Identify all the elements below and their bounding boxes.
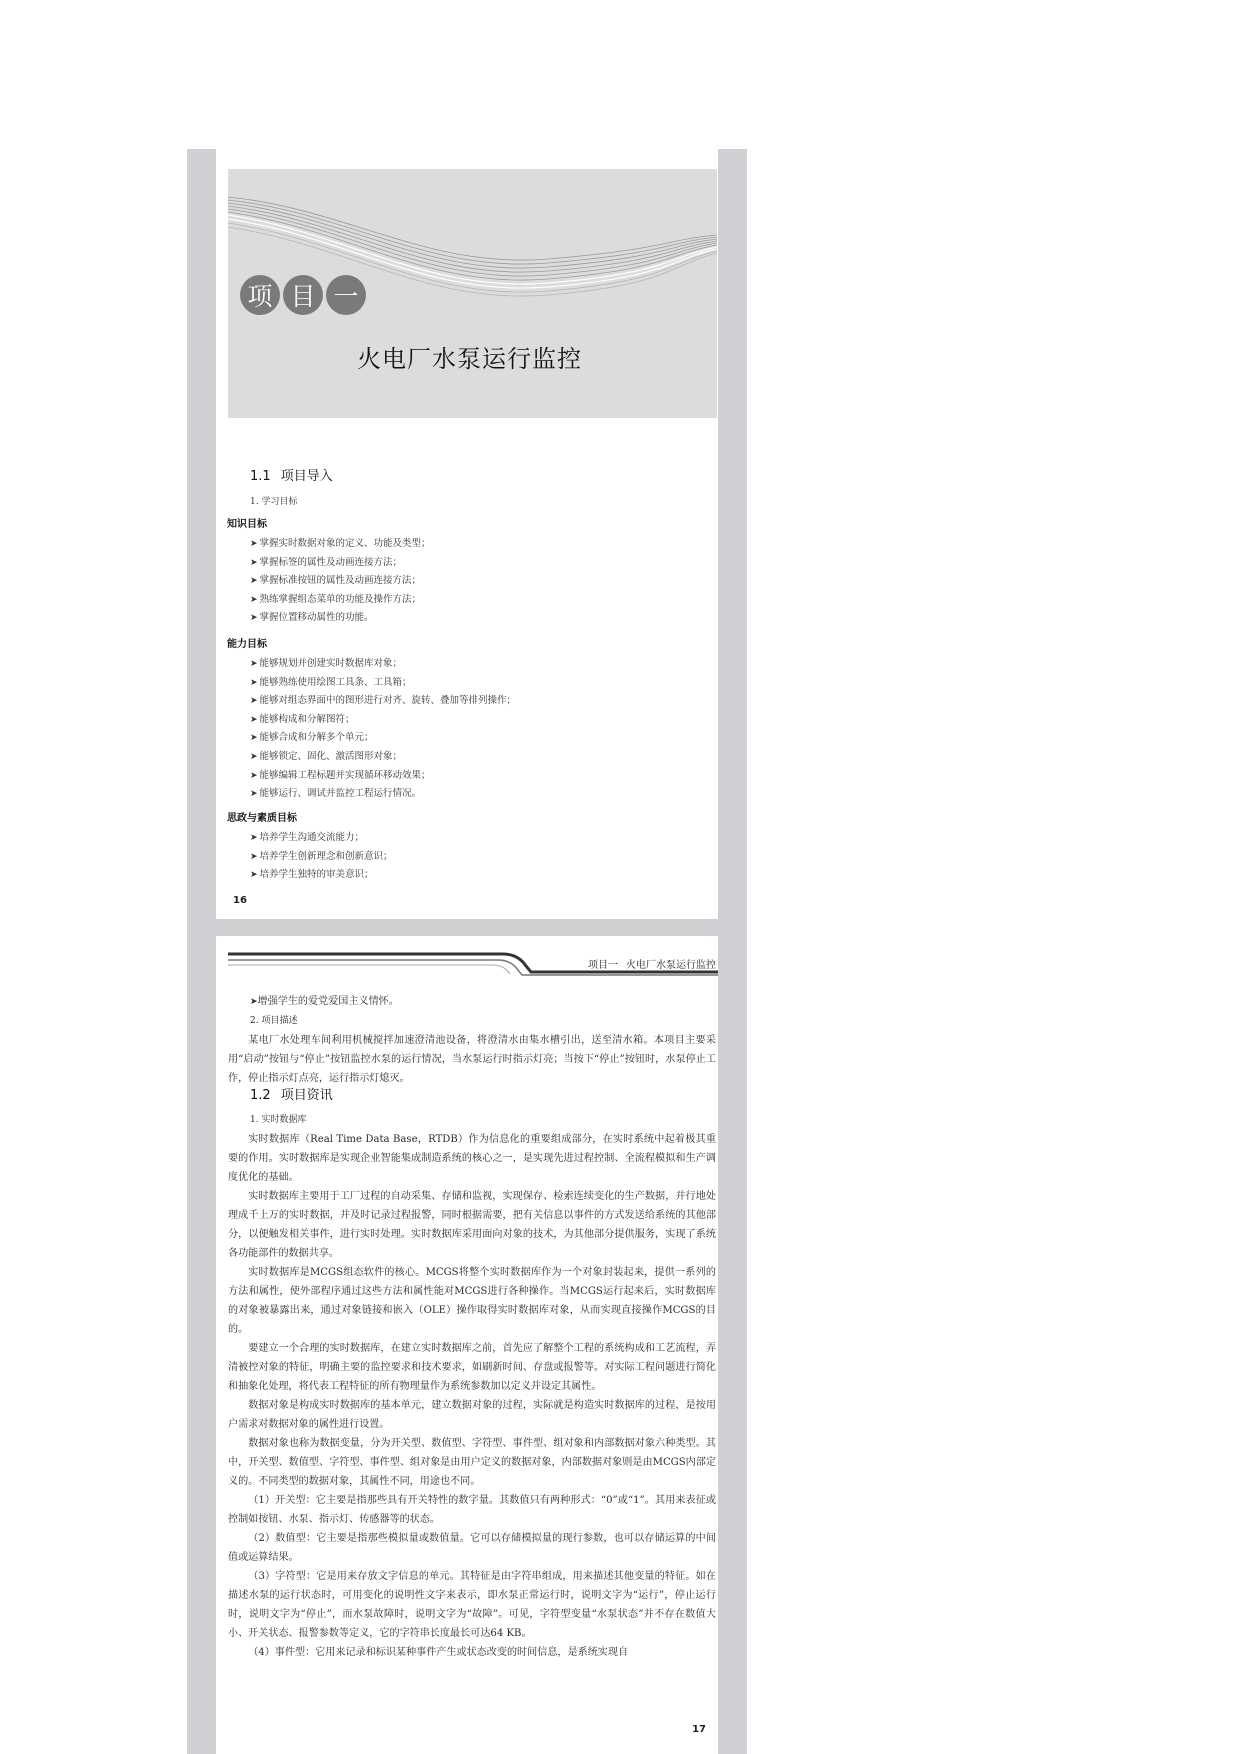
bullet-arrow-icon: ➤: [250, 789, 258, 800]
section-number: 1.1: [250, 469, 271, 484]
bullet-arrow-icon: ➤: [250, 870, 258, 881]
body-paragraph: （4）事件型：它用来记录和标识某种事件产生或状态改变的时间信息，是系统实现自: [248, 1647, 629, 1658]
bullet-arrow-icon: ➤: [250, 833, 258, 843]
running-header: [588, 956, 716, 971]
ability-goals-list: [250, 655, 516, 804]
body-paragraph: （1）开关型：它主要是指那些具有开关特性的数字量。其数值只有两种形式：“0”或“1”。其用来表征或控制如按钮、水泵、指示灯、传感器等的状态。: [228, 1495, 716, 1525]
page17-intro: [228, 992, 716, 1088]
body-paragraph: 实时数据库是MCGS组态软件的核心。MCGS将整个实时数据库作为一个对象封装起来，提供一系列的方法和属性，使外部程序通过这些方法和属性能对MCGS进行各种操作。当MCGS运行起来后，实时数据库的对象被暴露出来，通过对象链接和嵌入（OLE）操作取得实时数据库对象，从而实现直接操作MCGS的目的。: [228, 1267, 716, 1335]
list-item: ➤ 培养学生独特的审美意识；: [250, 869, 374, 881]
page-number: 16: [233, 895, 247, 906]
bullet-arrow-icon: ➤: [250, 659, 258, 669]
list-item: ➤ 能够编辑工程标题并实现循环移动效果；: [250, 769, 431, 781]
ideology-goals-heading: 思政与素质目标: [227, 813, 297, 824]
list-item: ➤ 掌握标准按钮的属性及动画连接方法；: [250, 575, 422, 587]
body-paragraph: 实时数据库主要用于工厂过程的自动采集、存储和监视，实现保存、检索连续变化的生产数据，并行地处理成千上万的实时数据，并及时记录过程报警，同时根据需要，把有关信息以事件的方式发送给系统的其他部分，以便触发相关事件，进行实时处理。实时数据库采用面向对象的技术，为其他部分提供服务，实现了系统各功能部件的数据共享。: [228, 1191, 716, 1259]
bullet-arrow-icon: ➤: [250, 714, 258, 725]
bullet-arrow-icon: ➤: [250, 851, 258, 862]
ability-goals-heading: 能力目标: [227, 639, 267, 650]
bullet-arrow-icon: ➤: [250, 557, 258, 568]
list-item: ➤ 能够合成和分解多个单元；: [250, 732, 374, 744]
bullet-arrow-icon: ➤: [250, 696, 258, 707]
body-paragraph: 数据对象是构成实时数据库的基本单元，建立数据对象的过程，实际就是构造实时数据库的过程，是按用户需求对数据对象的属性进行设置。: [228, 1400, 716, 1430]
book-page-16: [216, 149, 718, 919]
sub-heading-learning-goals: 1. 学习目标: [250, 497, 298, 507]
list-item: ➤ 能够构成和分解图符；: [250, 713, 355, 725]
project-title: 火电厂水泵运行监控: [357, 345, 582, 373]
book-page-17: [216, 936, 718, 1754]
bullet-arrow-icon: ➤: [250, 677, 258, 688]
bullet-arrow-icon: ➤: [250, 576, 258, 587]
running-header-chapter: 项目一: [588, 960, 618, 971]
body-paragraph: 实时数据库（Real Time Data Base，RTDB）作为信息化的重要组成部分，在实时系统中起着极其重要的作用。实时数据库是实现企业智能集成制造系统的核心之一，是实现先进过程控制、全流程模拟和生产调度优化的基础。: [228, 1134, 716, 1183]
project-badges: [240, 275, 366, 315]
page-number: 17: [692, 1724, 706, 1735]
list-item: ➤ 能够规划并创建实时数据库对象；: [250, 658, 403, 669]
rtdb-section-body: [228, 1111, 716, 1662]
list-item: ➤ 能够锁定、固化、激活图形对象；: [250, 750, 403, 762]
list-item: ➤ 能够运行、调试并监控工程运行情况。: [250, 788, 422, 800]
project-description-paragraph: 某电厂水处理车间利用机械搅拌加速澄清池设备，将澄清水由集水槽引出，送至清水箱。本项目主要采用“启动”按钮与“停止”按钮监控水泵的运行情况，当水泵运行时指示灯亮；当按下“停止”按钮时，水泵停止工作，停止指示灯点亮，运行指示灯熄灭。: [228, 1035, 716, 1084]
section-title: 项目资讯: [280, 1088, 333, 1103]
body-paragraph: （3）字符型：它是用来存放文字信息的单元。其特征是由字符串组成，用来描述其他变量的特征。如在描述水泵的运行状态时，可用变化的说明性文字来表示，即水泵正常运行时，说明文字为“运行”，停止运行时，说明文字为“停止”，而水泵故障时，说明文字为“故障”。可见，字符型变量“水泵状态”并不存在数值大小、开关状态、报警参数等定义，它的字符串长度最长可达64 KB。: [228, 1571, 716, 1639]
sub-heading-rtdb: 1. 实时数据库: [250, 1115, 307, 1125]
section-number: 1.2: [250, 1088, 271, 1103]
bullet-arrow-icon: ➤: [250, 733, 258, 744]
section-title: 项目导入: [280, 469, 333, 484]
list-item: ➤ 掌握位置移动属性的功能。: [250, 612, 374, 624]
body-paragraph: （2）数值型：它主要是指那些模拟量或数值量。它可以存储模拟量的现行参数，也可以存储运算的中间值或运算结果。: [228, 1533, 716, 1563]
bullet-arrow-icon: ➤: [250, 594, 258, 605]
bullet-arrow-icon: ➤: [250, 613, 258, 624]
body-paragraph: 数据对象也称为数据变量，分为开关型、数值型、字符型、事件型、组对象和内部数据对象六种类型。其中，开关型、数值型、字符型、事件型、组对象是由用户定义的数据对象，内部数据对象则是由MCGS内部定义的。不同类型的数据对象，其属性不同，用途也不同。: [228, 1438, 716, 1487]
ideology-goals-list: [250, 829, 393, 885]
list-item: ➤ 掌握实时数据对象的定义、功能及类型；: [250, 538, 431, 549]
list-item: ➤ 培养学生沟通交流能力；: [250, 832, 365, 843]
section-heading-1-1: [250, 465, 333, 484]
list-item: ➤ 熟练掌握组态菜单的功能及操作方法；: [250, 593, 422, 605]
badge-yi: 一: [326, 275, 366, 315]
list-item: ➤ 培养学生创新理念和创新意识；: [250, 850, 393, 862]
list-item: ➤ 能够对组态界面中的图形进行对齐、旋转、叠加等排列操作；: [250, 695, 517, 707]
badge-mu: 目: [283, 275, 323, 315]
bullet-arrow-icon: ➤: [250, 539, 258, 549]
knowledge-goals-heading: 知识目标: [227, 519, 267, 530]
list-item: ➤ 能够熟练使用绘图工具条、工具箱；: [250, 676, 412, 688]
bullet-arrow-icon: ➤: [250, 751, 258, 762]
section-heading-1-2: [250, 1084, 333, 1103]
knowledge-goals-list: [250, 535, 431, 628]
running-header-title: 火电厂水泵运行监控: [626, 960, 716, 971]
body-paragraph: 要建立一个合理的实时数据库，在建立实时数据库之前，首先应了解整个工程的系统构成和工艺流程，弄清被控对象的特征，明确主要的监控要求和技术要求，如刷新时间、存盘或报警等。对实际工程问题进行简化和抽象化处理，将代表工程特征的所有物理量作为系统参数加以定义并设定其属性。: [228, 1343, 716, 1392]
chapter-banner: [228, 169, 717, 418]
bullet-arrow-icon: ➤: [250, 997, 258, 1007]
bullet-arrow-icon: ➤: [250, 770, 258, 781]
list-item: ➤增强学生的爱党爱国主义情怀。: [250, 996, 399, 1007]
sub-heading-project-description: 2. 项目描述: [250, 1016, 298, 1026]
list-item: ➤ 掌握标签的属性及动画连接方法；: [250, 556, 403, 568]
badge-xiang: 项: [240, 275, 280, 315]
